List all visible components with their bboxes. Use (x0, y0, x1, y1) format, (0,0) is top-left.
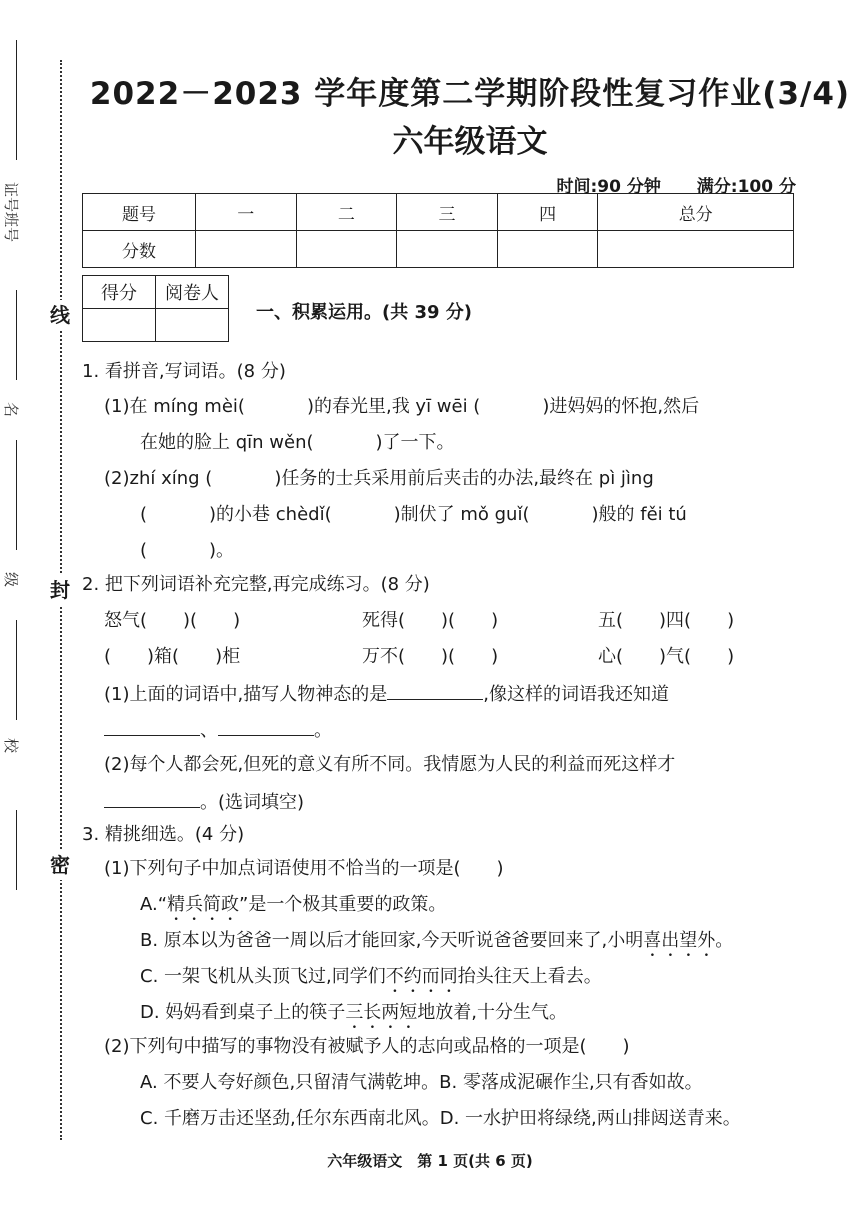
answer-underline[interactable] (218, 717, 314, 736)
question-text: )的春光里,我 yī wēi ( (306, 396, 481, 417)
question-1-line-3 (104, 467, 654, 491)
table-cell: 四 (497, 194, 598, 231)
word-item[interactable]: ( )箱( )柜 (104, 646, 241, 667)
option-text: ”是一个极其重要的政策。 (239, 894, 447, 915)
option-text: 地放着,十分生气。 (417, 1002, 568, 1023)
table-row (83, 194, 794, 231)
grader-score-label: 得分 (83, 276, 156, 309)
option-text: B. 原本以为爸爸一周以后才能回家,今天听说爸爸要回来了,小明 (140, 930, 644, 951)
word-item[interactable]: 万不( )( ) (362, 646, 499, 667)
question-text: 。(选词填空) (200, 792, 305, 813)
table-cell: 总分 (598, 194, 794, 231)
question-text: 在她的脸上 qīn wěn( (140, 432, 314, 453)
score-entry-cell[interactable] (296, 231, 397, 268)
score-table (82, 193, 794, 268)
question-3-sub-2: (2)下列句中描写的事物没有被赋予人的志向或品格的一项是( ) (104, 1036, 630, 1057)
question-text: 。 (314, 720, 332, 741)
table-cell: 题号 (83, 194, 196, 231)
question-2-sub-1 (104, 681, 669, 707)
option-text: C. 一架飞机从头顶飞过,同学们 (140, 966, 386, 987)
question-text: )般的 fěi tú (591, 504, 687, 525)
margin-rule (16, 620, 17, 720)
score-entry-cell[interactable] (497, 231, 598, 268)
exam-title: 2022－2023 学年度第二学期阶段性复习作业(3/4) (89, 76, 851, 112)
dotted-phrase: 不约而同 (385, 966, 458, 987)
margin-label-exam-number: 证号班号 (2, 182, 20, 243)
margin-rule (16, 440, 17, 550)
question-text: ,像这样的词语我还知道 (483, 684, 669, 705)
option-text: 抬头往天上看去。 (457, 966, 602, 987)
dotted-phrase: 精兵简政 (167, 894, 240, 915)
page-footer: 六年级语文 第 1 页(共 6 页) (327, 1152, 533, 1170)
margin-label-name: 名 (2, 402, 20, 418)
question-2-sub-2: (2)每个人都会死,但死的意义有所不同。我情愿为人民的利益而死这样才 (104, 754, 676, 775)
question-text: ( (140, 540, 148, 561)
question-2-stem: 2. 把下列词语补充完整,再完成练习。(8 分) (82, 574, 430, 595)
seal-char-secret: 密 (50, 850, 70, 880)
answer-underline[interactable] (387, 681, 483, 700)
question-1-line-2 (140, 431, 455, 455)
option-text: D. 妈妈看到桌子上的筷子 (140, 1002, 346, 1023)
question-text: (2)zhí xíng ( (104, 468, 213, 489)
margin-rule (16, 40, 17, 160)
answer-underline[interactable] (104, 789, 200, 808)
question-1-line-4 (140, 503, 687, 527)
question-text: (1)上面的词语中,描写人物神态的是 (104, 684, 388, 705)
word-item[interactable]: 死得( )( ) (362, 610, 499, 631)
table-row (83, 231, 794, 268)
question-1-line-5 (140, 539, 234, 563)
question-text: )的小巷 chèdǐ( (209, 504, 332, 525)
options-cd[interactable]: C. 千磨万击还坚劲,任尔东西南北风。D. 一水护田将绿绕,两山排闼送青来。 (140, 1108, 741, 1129)
option-d[interactable] (140, 1001, 567, 1033)
margin-rule (16, 810, 17, 890)
dotted-phrase: 三长两短 (345, 1002, 418, 1023)
option-text: A.“ (140, 894, 168, 915)
question-text: )。 (209, 540, 235, 561)
question-text: )了一下。 (375, 432, 455, 453)
options-ab[interactable]: A. 不要人夸好颜色,只留清气满乾坤。B. 零落成泥碾作尘,只有香如故。 (140, 1072, 703, 1093)
margin-rule (16, 290, 17, 380)
table-cell: 一 (196, 194, 297, 231)
question-text: 、 (200, 720, 218, 741)
question-2-sub-1-cont (104, 717, 332, 743)
question-1-line-1 (104, 395, 699, 419)
question-3-stem: 3. 精挑细选。(4 分) (82, 824, 245, 845)
grader-score-cell[interactable] (83, 309, 156, 342)
grader-table (82, 275, 229, 342)
table-cell: 分数 (83, 231, 196, 268)
dotted-phrase: 喜出望外 (643, 930, 716, 951)
table-row (83, 309, 229, 342)
option-c[interactable] (140, 965, 602, 997)
table-row (83, 276, 229, 309)
table-cell: 三 (397, 194, 498, 231)
section-title: 一、积累运用。(共 39 分) (256, 302, 473, 323)
word-item[interactable]: 怒气( )( ) (104, 610, 241, 631)
word-item[interactable]: 五( )四( ) (598, 610, 735, 631)
score-entry-cell[interactable] (397, 231, 498, 268)
margin-label-class: 级 (2, 572, 20, 588)
exam-full-score: 满分:100 分 (696, 177, 796, 197)
margin-label-school: 校 (2, 738, 20, 754)
answer-underline[interactable] (104, 717, 200, 736)
question-1-stem: 1. 看拼音,写词语。(8 分) (82, 361, 286, 382)
question-text: )任务的士兵采用前后夹击的办法,最终在 pì jìng (274, 468, 654, 489)
table-cell: 二 (296, 194, 397, 231)
question-text: ( (140, 504, 148, 525)
word-item[interactable]: 心( )气( ) (598, 646, 735, 667)
question-text: (1)在 míng mèi( (104, 396, 245, 417)
question-3-sub-1: (1)下列句子中加点词语使用不恰当的一项是( ) (104, 858, 504, 879)
score-entry-cell[interactable] (196, 231, 297, 268)
question-text: )制伏了 mǒ guǐ( (393, 504, 530, 525)
grader-name-label: 阅卷人 (156, 276, 229, 309)
question-text: )进妈妈的怀抱,然后 (542, 396, 700, 417)
score-entry-cell[interactable] (598, 231, 794, 268)
option-b[interactable] (140, 929, 733, 961)
exam-subtitle: 六年级语文 (392, 124, 548, 160)
exam-time: 时间:90 分钟 (556, 177, 661, 197)
seal-char-line: 线 (50, 300, 70, 330)
grader-name-cell[interactable] (156, 309, 229, 342)
seal-char-seal: 封 (50, 575, 70, 605)
question-2-sub-2-cont (104, 789, 304, 815)
option-text: 。 (715, 930, 734, 951)
option-a[interactable] (140, 893, 446, 925)
